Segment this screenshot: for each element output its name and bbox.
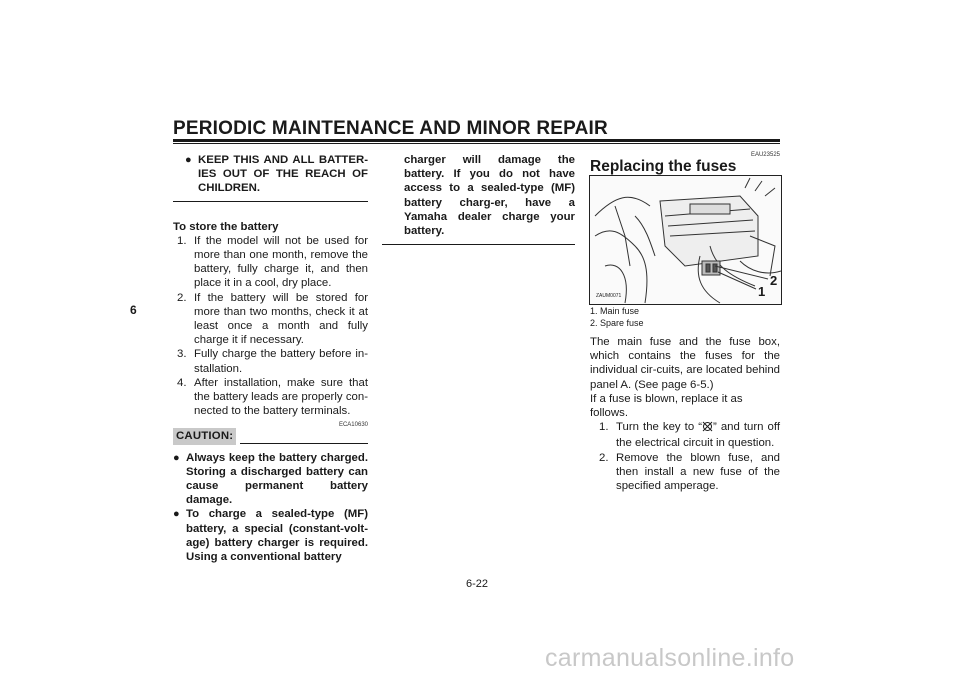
warning-end-rule xyxy=(173,201,368,202)
column-1 xyxy=(173,153,368,564)
fuse-box-illustration xyxy=(590,176,781,304)
store-heading: To store the battery xyxy=(173,220,279,233)
caution-code: ECA10630 xyxy=(338,422,368,429)
fuse-step: 1. Turn the key to “ ” and turn off the electrical circuit in question. xyxy=(599,421,780,450)
store-steps xyxy=(173,234,368,419)
store-step: 1. If the model will not be used for more than one month, remove the battery, fully charge it, and then place it in a cool, dry place. xyxy=(177,234,368,290)
caution-bullet: ● To charge a sealed-type (MF) battery, a special (constant-volt-age) battery charger is required. Using a conventional battery xyxy=(173,508,368,564)
bullet-icon: ● xyxy=(185,154,192,166)
caution-end-rule xyxy=(382,244,575,245)
store-step: 2. If the battery will be stored for more than two months, check it at least once a month and fully charge it if necessary. xyxy=(177,291,368,347)
chapter-tab: 6 xyxy=(130,303,137,317)
caption-item: 2. Spare fuse xyxy=(590,318,644,328)
bullet-icon: ● xyxy=(173,508,180,521)
section-code: EAU23525 xyxy=(750,152,780,158)
store-step: 4. After installation, make sure that the battery leads are properly con-nected to the battery terminals. xyxy=(177,376,368,418)
fuse-photo xyxy=(589,175,782,305)
store-step: 3. Fully charge the battery before in-stallation. xyxy=(177,348,368,375)
watermark: carmanualsonline.info xyxy=(545,644,795,672)
caution-label: CAUTION: xyxy=(173,428,236,444)
fuse-steps xyxy=(590,420,780,493)
caution-continuation: charger will damage the battery. If you do not have access to a sealed-type (MF) battery charg-er, have a Yamaha dealer charge your battery. xyxy=(404,154,575,238)
key-off-icon xyxy=(702,421,713,436)
header-rule xyxy=(173,139,780,142)
photo-captions xyxy=(590,305,644,329)
bullet-icon: ● xyxy=(173,451,180,464)
caution-bullets xyxy=(173,451,368,565)
caution-header xyxy=(173,422,368,444)
callout-1: 1 xyxy=(758,284,766,299)
callout-2: 2 xyxy=(770,273,778,288)
caution-bullet: ● Always keep the battery charged. Storing a discharged battery can cause permanent battery damage. xyxy=(173,451,368,507)
caution-rule xyxy=(240,443,368,444)
page-number: 6-22 xyxy=(466,578,489,590)
column-3-body xyxy=(590,335,780,493)
caption-item: 1. Main fuse xyxy=(590,306,640,316)
page-header-title: PERIODIC MAINTENANCE AND MINOR REPAIR xyxy=(173,118,608,139)
column-2 xyxy=(382,153,575,245)
fuse-step: 2. Remove the blown fuse, and then install a new fuse of the specified amperage. xyxy=(599,451,780,493)
section-title: Replacing the fuses xyxy=(590,158,737,175)
fuse-blown-line: If a fuse is blown, replace it as follows. xyxy=(590,392,743,420)
header-rule-thin xyxy=(173,143,780,144)
warning-bullet: ● KEEP THIS AND ALL BATTER-IES OUT OF THE REACH OF CHILDREN. xyxy=(185,154,368,195)
photo-code: ZAUM0071 xyxy=(596,293,622,299)
fuse-intro: The main fuse and the fuse box, which contains the fuses for the individual cir-cuits, are located behind panel A. (See page 6-5.) xyxy=(590,336,780,391)
